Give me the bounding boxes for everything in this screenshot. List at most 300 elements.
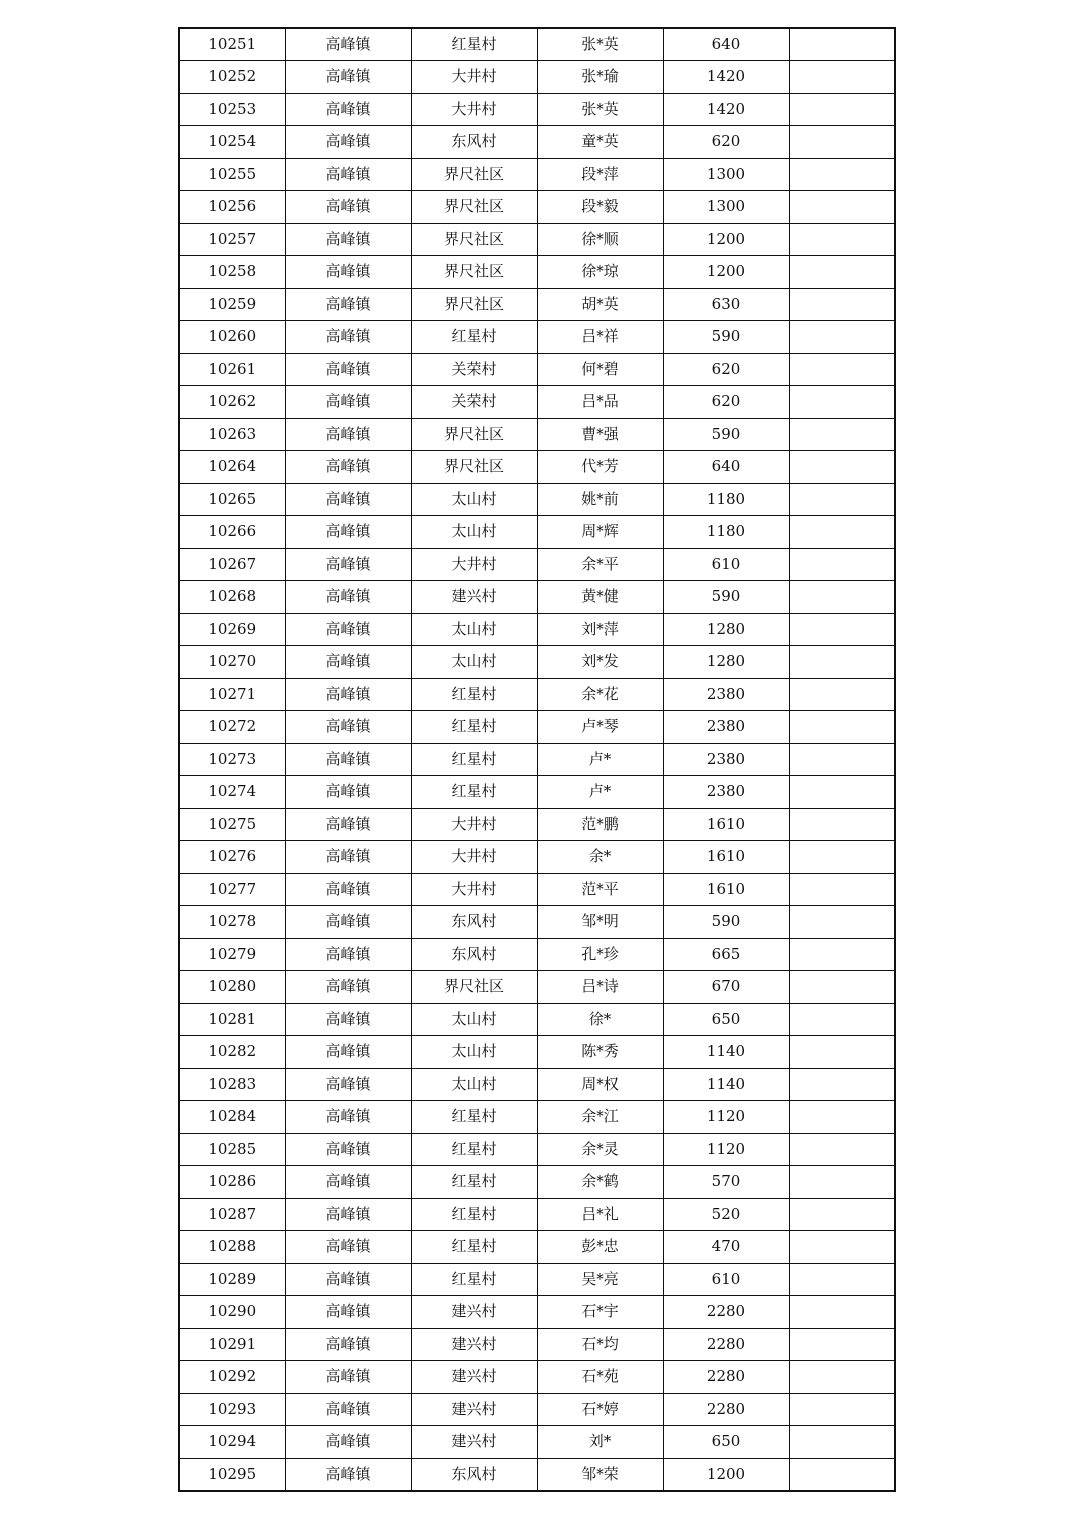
id-cell: 10268 [179, 581, 285, 614]
town-cell: 高峰镇 [285, 1036, 411, 1069]
table-row [179, 1003, 895, 1036]
village-cell: 界尺社区 [411, 418, 537, 451]
table-row [179, 191, 895, 224]
village-cell: 东风村 [411, 938, 537, 971]
village-cell: 红星村 [411, 1101, 537, 1134]
amount-cell: 650 [663, 1426, 789, 1459]
table-row [179, 1393, 895, 1426]
village-cell: 红星村 [411, 678, 537, 711]
village-cell: 太山村 [411, 483, 537, 516]
table-row [179, 126, 895, 159]
note-cell [789, 61, 895, 94]
id-cell: 10266 [179, 516, 285, 549]
name-cell: 石*婷 [537, 1393, 663, 1426]
table-row [179, 1068, 895, 1101]
id-cell: 10272 [179, 711, 285, 744]
amount-cell: 1140 [663, 1036, 789, 1069]
name-cell: 吕*祥 [537, 321, 663, 354]
amount-cell: 610 [663, 548, 789, 581]
table-row [179, 451, 895, 484]
amount-cell: 650 [663, 1003, 789, 1036]
name-cell: 徐*顺 [537, 223, 663, 256]
town-cell: 高峰镇 [285, 1101, 411, 1134]
town-cell: 高峰镇 [285, 938, 411, 971]
note-cell [789, 191, 895, 224]
amount-cell: 520 [663, 1198, 789, 1231]
id-cell: 10295 [179, 1458, 285, 1491]
table-row [179, 1231, 895, 1264]
table-row [179, 256, 895, 289]
amount-cell: 1200 [663, 256, 789, 289]
table-row [179, 288, 895, 321]
id-cell: 10254 [179, 126, 285, 159]
name-cell: 张*英 [537, 28, 663, 61]
village-cell: 太山村 [411, 1036, 537, 1069]
name-cell: 姚*前 [537, 483, 663, 516]
amount-cell: 665 [663, 938, 789, 971]
table-row [179, 1458, 895, 1491]
village-cell: 界尺社区 [411, 223, 537, 256]
name-cell: 吕*礼 [537, 1198, 663, 1231]
name-cell: 刘*萍 [537, 613, 663, 646]
name-cell: 卢* [537, 743, 663, 776]
id-cell: 10277 [179, 873, 285, 906]
table-row [179, 418, 895, 451]
town-cell: 高峰镇 [285, 158, 411, 191]
note-cell [789, 28, 895, 61]
id-cell: 10258 [179, 256, 285, 289]
id-cell: 10257 [179, 223, 285, 256]
note-cell [789, 93, 895, 126]
name-cell: 吕*品 [537, 386, 663, 419]
name-cell: 胡*英 [537, 288, 663, 321]
note-cell [789, 613, 895, 646]
table-row [179, 1426, 895, 1459]
note-cell [789, 678, 895, 711]
note-cell [789, 451, 895, 484]
name-cell: 刘* [537, 1426, 663, 1459]
village-cell: 大井村 [411, 841, 537, 874]
town-cell: 高峰镇 [285, 288, 411, 321]
village-cell: 界尺社区 [411, 971, 537, 1004]
id-cell: 10252 [179, 61, 285, 94]
name-cell: 石*苑 [537, 1361, 663, 1394]
name-cell: 段*毅 [537, 191, 663, 224]
town-cell: 高峰镇 [285, 1231, 411, 1264]
town-cell: 高峰镇 [285, 418, 411, 451]
amount-cell: 1610 [663, 873, 789, 906]
note-cell [789, 483, 895, 516]
table-row [179, 581, 895, 614]
name-cell: 余*平 [537, 548, 663, 581]
name-cell: 陈*秀 [537, 1036, 663, 1069]
note-cell [789, 1166, 895, 1199]
name-cell: 彭*忠 [537, 1231, 663, 1264]
table-row [179, 321, 895, 354]
id-cell: 10289 [179, 1263, 285, 1296]
name-cell: 张*瑜 [537, 61, 663, 94]
table-row [179, 483, 895, 516]
village-cell: 红星村 [411, 28, 537, 61]
town-cell: 高峰镇 [285, 1426, 411, 1459]
id-cell: 10269 [179, 613, 285, 646]
name-cell: 余*花 [537, 678, 663, 711]
town-cell: 高峰镇 [285, 743, 411, 776]
amount-cell: 590 [663, 418, 789, 451]
note-cell [789, 743, 895, 776]
village-cell: 界尺社区 [411, 451, 537, 484]
note-cell [789, 1133, 895, 1166]
name-cell: 周*辉 [537, 516, 663, 549]
amount-cell: 1180 [663, 483, 789, 516]
town-cell: 高峰镇 [285, 386, 411, 419]
name-cell: 范*平 [537, 873, 663, 906]
town-cell: 高峰镇 [285, 61, 411, 94]
village-cell: 建兴村 [411, 1328, 537, 1361]
table-row [179, 873, 895, 906]
town-cell: 高峰镇 [285, 548, 411, 581]
village-cell: 大井村 [411, 61, 537, 94]
id-cell: 10270 [179, 646, 285, 679]
town-cell: 高峰镇 [285, 581, 411, 614]
town-cell: 高峰镇 [285, 93, 411, 126]
table-row [179, 808, 895, 841]
table-row [179, 971, 895, 1004]
town-cell: 高峰镇 [285, 516, 411, 549]
id-cell: 10280 [179, 971, 285, 1004]
amount-cell: 2280 [663, 1361, 789, 1394]
note-cell [789, 1458, 895, 1491]
amount-cell: 610 [663, 1263, 789, 1296]
note-cell [789, 158, 895, 191]
village-cell: 红星村 [411, 1231, 537, 1264]
id-cell: 10251 [179, 28, 285, 61]
village-cell: 太山村 [411, 516, 537, 549]
name-cell: 刘*发 [537, 646, 663, 679]
note-cell [789, 548, 895, 581]
town-cell: 高峰镇 [285, 1068, 411, 1101]
amount-cell: 1300 [663, 158, 789, 191]
id-cell: 10273 [179, 743, 285, 776]
note-cell [789, 808, 895, 841]
id-cell: 10287 [179, 1198, 285, 1231]
table-row [179, 548, 895, 581]
town-cell: 高峰镇 [285, 1458, 411, 1491]
table-row [179, 841, 895, 874]
amount-cell: 1120 [663, 1101, 789, 1134]
name-cell: 黄*健 [537, 581, 663, 614]
id-cell: 10285 [179, 1133, 285, 1166]
note-cell [789, 1328, 895, 1361]
village-cell: 太山村 [411, 1003, 537, 1036]
id-cell: 10267 [179, 548, 285, 581]
note-cell [789, 906, 895, 939]
id-cell: 10292 [179, 1361, 285, 1394]
amount-cell: 1280 [663, 613, 789, 646]
id-cell: 10271 [179, 678, 285, 711]
town-cell: 高峰镇 [285, 711, 411, 744]
town-cell: 高峰镇 [285, 1361, 411, 1394]
note-cell [789, 873, 895, 906]
id-cell: 10279 [179, 938, 285, 971]
name-cell: 吴*亮 [537, 1263, 663, 1296]
id-cell: 10283 [179, 1068, 285, 1101]
id-cell: 10278 [179, 906, 285, 939]
town-cell: 高峰镇 [285, 126, 411, 159]
table-row [179, 743, 895, 776]
id-cell: 10293 [179, 1393, 285, 1426]
town-cell: 高峰镇 [285, 971, 411, 1004]
name-cell: 邹*荣 [537, 1458, 663, 1491]
id-cell: 10286 [179, 1166, 285, 1199]
table-row [179, 158, 895, 191]
amount-cell: 1140 [663, 1068, 789, 1101]
amount-cell: 590 [663, 906, 789, 939]
table-row [179, 28, 895, 61]
amount-cell: 1180 [663, 516, 789, 549]
name-cell: 余* [537, 841, 663, 874]
name-cell: 余*鹤 [537, 1166, 663, 1199]
table-row [179, 938, 895, 971]
note-cell [789, 1296, 895, 1329]
table-row [179, 61, 895, 94]
note-cell [789, 1198, 895, 1231]
name-cell: 徐* [537, 1003, 663, 1036]
records-table-body [179, 28, 895, 1491]
table-row [179, 906, 895, 939]
table-row [179, 1166, 895, 1199]
amount-cell: 1280 [663, 646, 789, 679]
town-cell: 高峰镇 [285, 483, 411, 516]
town-cell: 高峰镇 [285, 1263, 411, 1296]
village-cell: 红星村 [411, 1133, 537, 1166]
town-cell: 高峰镇 [285, 1393, 411, 1426]
town-cell: 高峰镇 [285, 776, 411, 809]
table-row [179, 1296, 895, 1329]
id-cell: 10259 [179, 288, 285, 321]
amount-cell: 1200 [663, 223, 789, 256]
id-cell: 10260 [179, 321, 285, 354]
village-cell: 大井村 [411, 548, 537, 581]
amount-cell: 2280 [663, 1328, 789, 1361]
id-cell: 10281 [179, 1003, 285, 1036]
note-cell [789, 256, 895, 289]
id-cell: 10255 [179, 158, 285, 191]
name-cell: 童*英 [537, 126, 663, 159]
town-cell: 高峰镇 [285, 28, 411, 61]
town-cell: 高峰镇 [285, 451, 411, 484]
village-cell: 太山村 [411, 1068, 537, 1101]
village-cell: 建兴村 [411, 1296, 537, 1329]
town-cell: 高峰镇 [285, 1003, 411, 1036]
village-cell: 建兴村 [411, 1426, 537, 1459]
town-cell: 高峰镇 [285, 321, 411, 354]
village-cell: 大井村 [411, 93, 537, 126]
amount-cell: 1300 [663, 191, 789, 224]
village-cell: 红星村 [411, 321, 537, 354]
town-cell: 高峰镇 [285, 841, 411, 874]
note-cell [789, 126, 895, 159]
note-cell [789, 938, 895, 971]
amount-cell: 1120 [663, 1133, 789, 1166]
table-row [179, 1101, 895, 1134]
village-cell: 关荣村 [411, 386, 537, 419]
id-cell: 10284 [179, 1101, 285, 1134]
table-row [179, 223, 895, 256]
village-cell: 红星村 [411, 1166, 537, 1199]
records-table [178, 27, 896, 1492]
name-cell: 孔*珍 [537, 938, 663, 971]
note-cell [789, 288, 895, 321]
town-cell: 高峰镇 [285, 256, 411, 289]
note-cell [789, 321, 895, 354]
table-row [179, 678, 895, 711]
village-cell: 太山村 [411, 613, 537, 646]
amount-cell: 620 [663, 353, 789, 386]
town-cell: 高峰镇 [285, 1198, 411, 1231]
village-cell: 大井村 [411, 873, 537, 906]
note-cell [789, 1426, 895, 1459]
town-cell: 高峰镇 [285, 1166, 411, 1199]
table-row [179, 1036, 895, 1069]
amount-cell: 2380 [663, 711, 789, 744]
id-cell: 10263 [179, 418, 285, 451]
id-cell: 10256 [179, 191, 285, 224]
name-cell: 卢* [537, 776, 663, 809]
id-cell: 10276 [179, 841, 285, 874]
village-cell: 红星村 [411, 711, 537, 744]
amount-cell: 1200 [663, 1458, 789, 1491]
note-cell [789, 1361, 895, 1394]
note-cell [789, 1036, 895, 1069]
note-cell [789, 418, 895, 451]
name-cell: 石*宇 [537, 1296, 663, 1329]
table-row [179, 646, 895, 679]
note-cell [789, 386, 895, 419]
id-cell: 10262 [179, 386, 285, 419]
table-row [179, 711, 895, 744]
note-cell [789, 1101, 895, 1134]
village-cell: 红星村 [411, 1263, 537, 1296]
note-cell [789, 516, 895, 549]
table-row [179, 776, 895, 809]
table-row [179, 1198, 895, 1231]
name-cell: 邹*明 [537, 906, 663, 939]
amount-cell: 630 [663, 288, 789, 321]
name-cell: 徐*琼 [537, 256, 663, 289]
town-cell: 高峰镇 [285, 353, 411, 386]
name-cell: 张*英 [537, 93, 663, 126]
note-cell [789, 223, 895, 256]
note-cell [789, 646, 895, 679]
table-row [179, 1328, 895, 1361]
village-cell: 建兴村 [411, 1393, 537, 1426]
name-cell: 曹*强 [537, 418, 663, 451]
town-cell: 高峰镇 [285, 191, 411, 224]
note-cell [789, 1003, 895, 1036]
town-cell: 高峰镇 [285, 1328, 411, 1361]
id-cell: 10274 [179, 776, 285, 809]
id-cell: 10261 [179, 353, 285, 386]
town-cell: 高峰镇 [285, 873, 411, 906]
note-cell [789, 1393, 895, 1426]
amount-cell: 470 [663, 1231, 789, 1264]
id-cell: 10282 [179, 1036, 285, 1069]
village-cell: 太山村 [411, 646, 537, 679]
amount-cell: 2280 [663, 1393, 789, 1426]
town-cell: 高峰镇 [285, 808, 411, 841]
town-cell: 高峰镇 [285, 646, 411, 679]
village-cell: 东风村 [411, 1458, 537, 1491]
id-cell: 10265 [179, 483, 285, 516]
name-cell: 石*均 [537, 1328, 663, 1361]
amount-cell: 620 [663, 386, 789, 419]
table-row [179, 613, 895, 646]
town-cell: 高峰镇 [285, 906, 411, 939]
table-row [179, 93, 895, 126]
amount-cell: 1610 [663, 808, 789, 841]
table-row [179, 1361, 895, 1394]
town-cell: 高峰镇 [285, 1133, 411, 1166]
table-row [179, 1263, 895, 1296]
id-cell: 10253 [179, 93, 285, 126]
village-cell: 红星村 [411, 776, 537, 809]
village-cell: 界尺社区 [411, 158, 537, 191]
village-cell: 界尺社区 [411, 256, 537, 289]
town-cell: 高峰镇 [285, 1296, 411, 1329]
village-cell: 东风村 [411, 126, 537, 159]
name-cell: 卢*琴 [537, 711, 663, 744]
town-cell: 高峰镇 [285, 223, 411, 256]
amount-cell: 670 [663, 971, 789, 1004]
table-row [179, 1133, 895, 1166]
note-cell [789, 841, 895, 874]
name-cell: 范*鹏 [537, 808, 663, 841]
village-cell: 红星村 [411, 743, 537, 776]
name-cell: 余*灵 [537, 1133, 663, 1166]
table-row [179, 353, 895, 386]
amount-cell: 620 [663, 126, 789, 159]
note-cell [789, 1068, 895, 1101]
amount-cell: 1610 [663, 841, 789, 874]
table-row [179, 386, 895, 419]
amount-cell: 590 [663, 581, 789, 614]
id-cell: 10275 [179, 808, 285, 841]
amount-cell: 2380 [663, 776, 789, 809]
id-cell: 10291 [179, 1328, 285, 1361]
village-cell: 建兴村 [411, 581, 537, 614]
id-cell: 10264 [179, 451, 285, 484]
amount-cell: 2280 [663, 1296, 789, 1329]
village-cell: 界尺社区 [411, 191, 537, 224]
name-cell: 周*权 [537, 1068, 663, 1101]
note-cell [789, 711, 895, 744]
name-cell: 何*碧 [537, 353, 663, 386]
village-cell: 红星村 [411, 1198, 537, 1231]
name-cell: 余*江 [537, 1101, 663, 1134]
note-cell [789, 776, 895, 809]
village-cell: 大井村 [411, 808, 537, 841]
amount-cell: 640 [663, 28, 789, 61]
note-cell [789, 971, 895, 1004]
name-cell: 代*芳 [537, 451, 663, 484]
name-cell: 吕*诗 [537, 971, 663, 1004]
name-cell: 段*萍 [537, 158, 663, 191]
amount-cell: 570 [663, 1166, 789, 1199]
amount-cell: 2380 [663, 743, 789, 776]
town-cell: 高峰镇 [285, 613, 411, 646]
village-cell: 建兴村 [411, 1361, 537, 1394]
